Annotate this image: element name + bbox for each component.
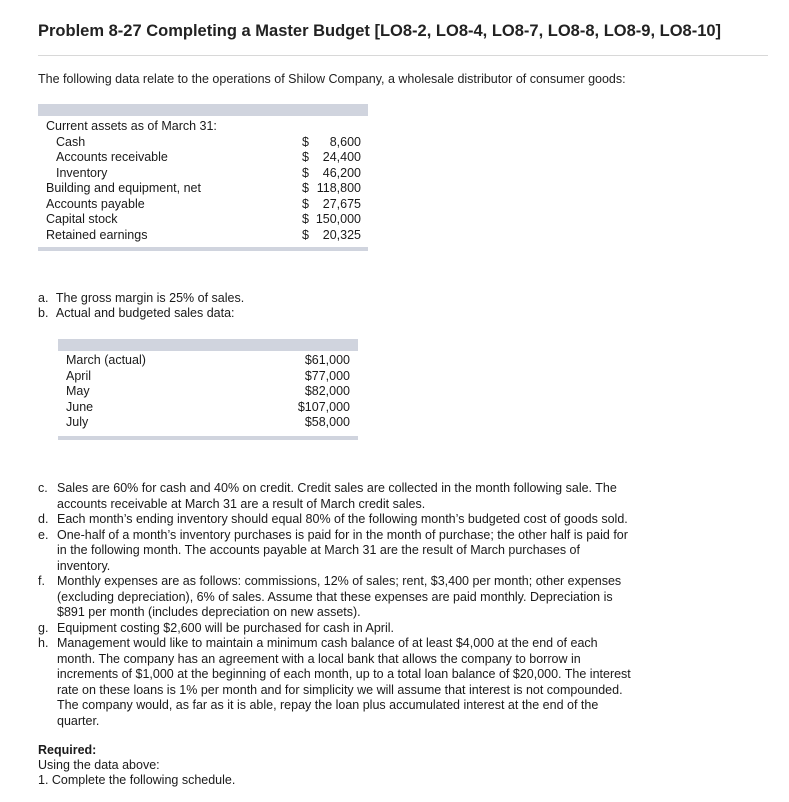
item-text-line: accounts receivable at March 31 are a result of March credit sales. bbox=[57, 496, 426, 511]
balance-row-value: 20,325 bbox=[322, 227, 361, 242]
sales-row-month: July bbox=[66, 415, 89, 429]
balance-row bbox=[0, 135, 789, 151]
balance-row-currency: $ bbox=[302, 181, 309, 195]
balance-row-value: 46,200 bbox=[322, 165, 361, 180]
balance-row bbox=[0, 197, 789, 213]
balance-row bbox=[0, 150, 789, 166]
balance-row-label: Cash bbox=[56, 134, 86, 149]
balance-row-currency: $ bbox=[302, 196, 309, 211]
balance-row-label: Capital stock bbox=[46, 212, 118, 226]
item-marker: d. bbox=[38, 512, 49, 526]
item-text-line: (excluding depreciation), 6% of sales. Assume that these expenses are paid monthly. Depreciation is bbox=[57, 589, 613, 604]
required-line: Using the data above: bbox=[38, 758, 160, 772]
item-text-line: One-half of a month’s inventory purchases is paid for in the month of purchase; the other half is paid for bbox=[57, 527, 628, 542]
required-heading: Required: bbox=[38, 743, 97, 757]
balance-row bbox=[0, 228, 789, 244]
item-text-line: quarter. bbox=[57, 713, 100, 728]
balance-row-value: 150,000 bbox=[315, 212, 361, 226]
sales-row bbox=[0, 353, 789, 369]
sales-row-amount: $107,000 bbox=[297, 399, 350, 414]
sales-row-month: March (actual) bbox=[66, 353, 146, 367]
item-marker: f. bbox=[38, 574, 45, 588]
item-text-line: Equipment costing $2,600 will be purchased for cash in April. bbox=[57, 620, 394, 635]
item-text-line: month. The company has an agreement with a local bank that allows the company to borrow in bbox=[57, 651, 581, 666]
item-marker: g. bbox=[38, 620, 49, 635]
balance-table-heading: Current assets as of March 31: bbox=[46, 119, 217, 133]
balance-row-label: Inventory bbox=[56, 165, 108, 180]
sales-row-amount: $77,000 bbox=[304, 368, 350, 383]
item-text-line: Each month’s ending inventory should equal 80% of the following month’s budgeted cost of goods sold. bbox=[57, 512, 628, 526]
intro-text: The following data relate to the operations of Shilow Company, a wholesale distributor of consumer goods: bbox=[38, 72, 626, 86]
sales-table-footer-bar bbox=[58, 436, 358, 440]
balance-row bbox=[0, 212, 789, 228]
sales-row-month: May bbox=[66, 384, 90, 398]
item-text-line: in the following month. The accounts payable at March 31 are the result of March purchases of bbox=[57, 543, 580, 557]
balance-row-currency: $ bbox=[302, 227, 309, 242]
balance-row-currency: $ bbox=[302, 134, 309, 149]
balance-row-currency: $ bbox=[302, 150, 309, 164]
sales-row-amount: $58,000 bbox=[304, 415, 350, 429]
item-text: Actual and budgeted sales data: bbox=[55, 306, 235, 320]
balance-row-currency: $ bbox=[302, 165, 309, 180]
sales-row bbox=[0, 415, 789, 431]
sales-row-amount: $61,000 bbox=[304, 353, 350, 367]
sales-row bbox=[0, 384, 789, 400]
item-a bbox=[38, 291, 244, 307]
balance-row-value: 27,675 bbox=[322, 196, 361, 211]
item-text-line: Monthly expenses are as follows: commissions, 12% of sales; rent, $3,400 per month; other expenses bbox=[57, 574, 622, 588]
balance-row-label: Retained earnings bbox=[46, 227, 148, 242]
title-divider bbox=[38, 55, 768, 56]
item-marker: b. bbox=[38, 306, 49, 320]
item-marker: a. bbox=[38, 291, 49, 305]
item-marker: e. bbox=[38, 527, 49, 542]
item-text-line: inventory. bbox=[57, 558, 111, 573]
balance-row bbox=[0, 181, 789, 197]
item-marker: h. bbox=[38, 636, 49, 650]
item-text-line: $891 per month (includes depreciation on new assets). bbox=[57, 605, 361, 619]
item-text-line: rate on these loans is 1% per month and for simplicity we will assume that interest is not compounded. bbox=[57, 682, 623, 697]
item-b bbox=[38, 306, 235, 322]
balance-row-value: 118,800 bbox=[316, 181, 361, 195]
balance-table-footer-bar bbox=[38, 247, 368, 251]
balance-row-value: 8,600 bbox=[329, 134, 361, 149]
item-text: The gross margin is 25% of sales. bbox=[55, 291, 245, 305]
item-text-line: The company would, as far as it is able, repay the loan plus accumulated interest at the end of the bbox=[57, 698, 599, 712]
sales-table-header-bar bbox=[58, 339, 358, 351]
balance-row bbox=[0, 166, 789, 182]
item-text-line: Management would like to maintain a minimum cash balance of at least $4,000 at the end of each bbox=[57, 636, 598, 650]
sales-row-month: April bbox=[66, 368, 92, 383]
problem-title: Problem 8-27 Completing a Master Budget [LO8-2, LO8-4, LO8-7, LO8-8, LO8-9, LO8-10] bbox=[38, 22, 722, 40]
sales-row-amount: $82,000 bbox=[304, 384, 350, 398]
balance-row-label: Accounts payable bbox=[46, 196, 145, 211]
sales-row bbox=[0, 369, 789, 385]
balance-row-value: 24,400 bbox=[322, 150, 361, 164]
balance-table-header-bar bbox=[38, 104, 368, 116]
item-text-line: Sales are 60% for cash and 40% on credit. Credit sales are collected in the month following sale. The bbox=[57, 481, 617, 495]
item-text-line: increments of $1,000 at the beginning of each month, up to a total loan balance of $20,000. The interest bbox=[57, 667, 631, 681]
balance-row-label: Accounts receivable bbox=[56, 150, 168, 164]
item-marker: c. bbox=[38, 481, 48, 495]
required-line: 1. Complete the following schedule. bbox=[38, 773, 236, 787]
sales-row bbox=[0, 400, 789, 416]
sales-row-month: June bbox=[66, 399, 94, 414]
balance-row-currency: $ bbox=[302, 212, 309, 226]
balance-row-label: Building and equipment, net bbox=[46, 181, 201, 195]
